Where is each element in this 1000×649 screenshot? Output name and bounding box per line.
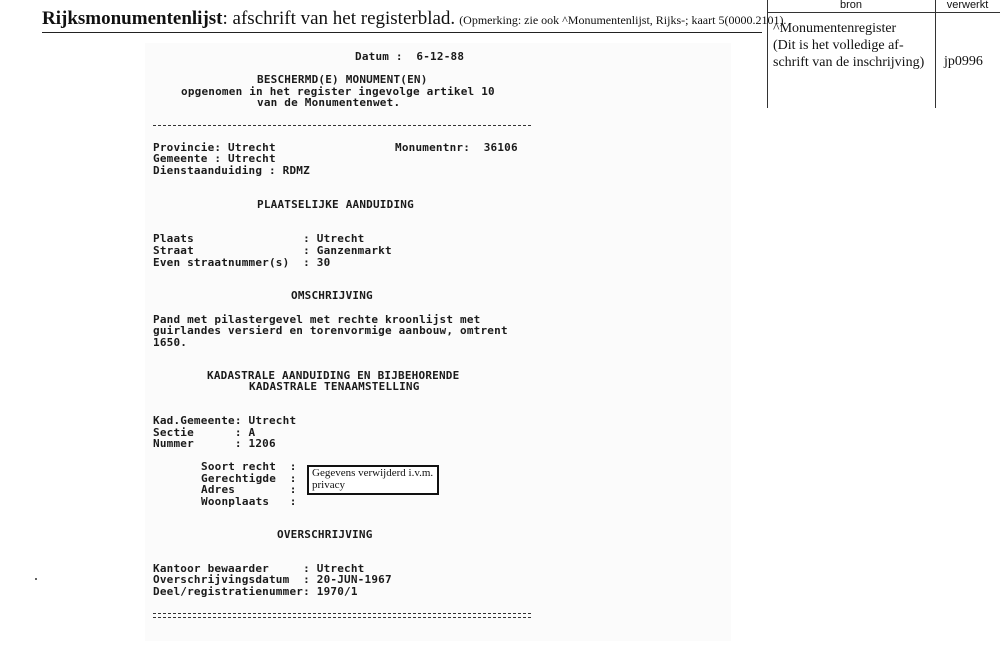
source-table xyxy=(767,0,1000,108)
cell-verwerkt: jp0996 xyxy=(944,54,983,69)
plaats: Plaats : Utrecht xyxy=(153,232,365,245)
gerechtigde: Gerechtigde : xyxy=(201,472,297,485)
kad-gemeente: Kad.Gemeente: Utrecht xyxy=(153,414,297,427)
gemeente: Gemeente : Utrecht xyxy=(153,152,276,165)
cell-bron xyxy=(773,20,938,71)
straatnummer: Even straatnummer(s) : 30 xyxy=(153,256,331,269)
scanned-register-sheet xyxy=(145,43,731,641)
kantoor-bewaarder: Kantoor bewaarder : Utrecht xyxy=(153,562,365,575)
bron-line: ^Monumentenregister xyxy=(773,21,897,36)
section-overschrijving: OVERSCHRIJVING xyxy=(277,528,373,541)
scan-speck xyxy=(35,578,37,580)
heading-beschermd-monument: BESCHERMD(E) MONUMENT(EN) xyxy=(257,73,428,86)
soort-recht: Soort recht : xyxy=(201,460,297,473)
section-kadastrale-tenaamstelling: KADASTRALE TENAAMSTELLING xyxy=(249,380,420,393)
column-header-verwerkt: verwerkt xyxy=(946,0,989,11)
column-header-bron: bron xyxy=(839,0,863,11)
adres: Adres : xyxy=(201,483,297,496)
page-title xyxy=(42,8,786,30)
bron-line: (Dit is het volledige af- xyxy=(773,38,904,53)
title-note: (Opmerking: zie ook ^Monumentenlijst, Rijks-; kaart 5(0000.2101). xyxy=(459,13,787,27)
title-bold: Rijksmonumentenlijst xyxy=(42,8,223,29)
header-divider xyxy=(42,32,762,33)
nummer: Nummer : 1206 xyxy=(153,437,276,450)
bron-line: schrift van de inschrijving) xyxy=(773,55,925,70)
woonplaats: Woonplaats : xyxy=(201,495,297,508)
datum: Datum : 6-12-88 xyxy=(355,50,465,63)
monumentnr: Monumentnr: 36106 xyxy=(395,141,518,154)
provincie: Provincie: Utrecht xyxy=(153,141,276,154)
section-plaatselijke-aanduiding: PLAATSELIJKE AANDUIDING xyxy=(257,198,414,211)
dashed-divider xyxy=(153,125,531,130)
heading-register: opgenomen in het register ingevolge artikel 10 xyxy=(181,85,495,98)
table-header-divider xyxy=(767,12,1000,13)
sectie: Sectie : A xyxy=(153,426,256,439)
overschrijvingsdatum: Overschrijvingsdatum : 20-JUN-1967 xyxy=(153,573,392,586)
dienstaanduiding: Dienstaanduiding : RDMZ xyxy=(153,164,310,177)
section-omschrijving: OMSCHRIJVING xyxy=(291,289,373,302)
omschrijving-line: Pand met pilastergevel met rechte kroonlijst met xyxy=(153,313,481,326)
heading-monumentenwet: van de Monumentenwet. xyxy=(257,96,401,109)
deel-registratienummer: Deel/registratienummer: 1970/1 xyxy=(153,585,358,598)
double-dashed-divider xyxy=(153,613,531,618)
privacy-note: Gegevens verwijderd i.v.m. privacy xyxy=(312,467,434,491)
straat: Straat : Ganzenmarkt xyxy=(153,244,392,257)
section-kadastrale-aanduiding: KADASTRALE AANDUIDING EN BIJBEHORENDE xyxy=(207,369,460,382)
privacy-redaction-box xyxy=(307,465,439,495)
title-main: : afschrift van het registerblad. xyxy=(222,8,456,29)
table-border-left xyxy=(767,0,768,108)
omschrijving-line: 1650. xyxy=(153,336,188,349)
omschrijving-line: guirlandes versierd en torenvormige aanbouw, omtrent xyxy=(153,324,508,337)
